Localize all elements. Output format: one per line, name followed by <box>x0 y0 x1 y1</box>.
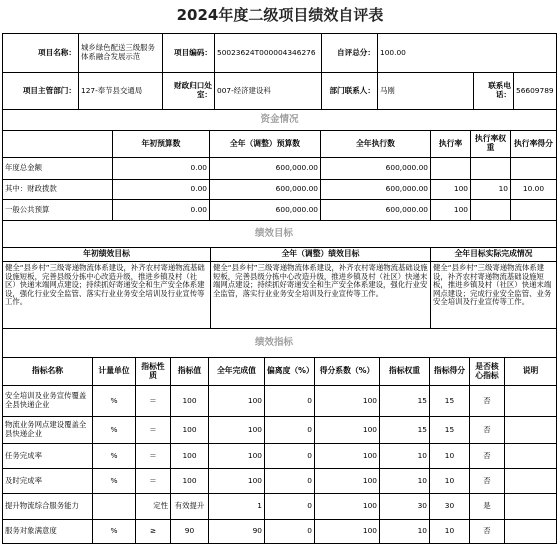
ind-row-done: 100 <box>209 444 265 469</box>
ind-row-value: 100 <box>171 469 209 494</box>
ind-row-name: 服务对象满意度 <box>3 520 93 544</box>
ind-row-name <box>3 417 93 444</box>
funds-row-label: 一般公共预算 <box>3 200 113 221</box>
contact-value: 马刚 <box>378 73 474 110</box>
ind-header-core-text: 是否核心指标 <box>475 361 499 380</box>
funds-header-blank <box>3 131 113 158</box>
funds-header-executed: 全年执行数 <box>321 131 431 158</box>
ind-header-unit: 计量单位 <box>93 358 136 386</box>
self-score-value: 100.00 <box>378 34 557 73</box>
phone-value: 56609789 <box>514 73 557 110</box>
ind-row-nature: ＝ <box>136 469 171 494</box>
funds-row-initial: 0.00 <box>113 200 210 221</box>
phone-label-text: 联系电话： <box>488 81 511 99</box>
ind-header-dev <box>265 358 315 386</box>
ind-row-core: 否 <box>470 417 505 444</box>
contact-label: 部门联系人： <box>322 73 378 110</box>
ind-row-weight: 30 <box>380 494 430 520</box>
ind-row-unit: % <box>93 386 136 417</box>
project-name-label: 项目名称： <box>3 34 79 73</box>
funds-row-adjusted: 600,000.00 <box>210 200 321 221</box>
funds-row-score <box>511 158 557 180</box>
ind-header-nature-text: 指标性质 <box>141 361 165 380</box>
goals-section-title <box>3 221 557 248</box>
funds-row-executed: 600,000.00 <box>321 180 431 200</box>
ind-row-core: 否 <box>470 444 505 469</box>
indicators-section-title-text: 绩效指标 <box>255 336 294 348</box>
ind-header-weight: 指标权重 <box>380 358 430 386</box>
ind-row-score: 15 <box>430 417 470 444</box>
funds-row-score <box>511 200 557 221</box>
funds-header-initial: 年初预算数 <box>113 131 210 158</box>
goals-header-initial: 年初绩效目标 <box>3 248 211 262</box>
ind-row-unit: % <box>93 520 136 544</box>
ind-row-score: 15 <box>430 386 470 417</box>
ind-row-name: 任务完成率 <box>3 444 93 469</box>
ind-header-dev-text: 偏离度（%） <box>267 366 314 376</box>
dept-label: 项目主管部门： <box>3 73 79 110</box>
funds-row-adjusted: 600,000.00 <box>210 158 321 180</box>
ind-row-name: 及时完成率 <box>3 469 93 494</box>
funds-header-weight-text: 执行率权重 <box>474 134 507 152</box>
ind-row-note <box>505 494 557 520</box>
ind-row-name-text: 提升物流综合服务能力 <box>5 501 79 511</box>
ind-row-core: 否 <box>470 520 505 544</box>
ind-row-value-text: 有效提升 <box>174 501 205 511</box>
ind-row-coef: 100 <box>315 417 380 444</box>
ind-row-name <box>3 494 93 520</box>
ind-header-done: 全年完成值 <box>209 358 265 386</box>
goals-actual-content: 健全“县乡村”三级寄递物流体系建设，补齐农村寄递物流基础设施短板，推进乡镇及村（社区）快递末端网点建设；完成行业安全监管、业务安全培训及行业宣传等工作。 <box>433 263 552 307</box>
goals-actual-text <box>431 262 557 329</box>
ind-row-nature: 定性 <box>136 494 171 520</box>
ind-row-value: 100 <box>171 417 209 444</box>
ind-row-dev: 0 <box>265 386 315 417</box>
ind-row-note <box>505 417 557 444</box>
funds-row-rate: 100 <box>431 200 471 221</box>
indicators-section-title <box>3 329 557 358</box>
ind-row-core: 是 <box>470 494 505 520</box>
goals-adjusted-content: 健全“县乡村”三级寄递物流体系建设，补齐农村寄递物流基础设施短板，完善县级分拣中心改造升级，推进乡镇及村（社区）快递末端网点建设；持续抓好寄递安全和生产安全体系建设，强化行业安全监管，落实行业业务安全培训及行业宣传等工作。 <box>213 263 428 298</box>
ind-header-coef <box>315 358 380 386</box>
ind-header-coef-text: 得分系数（%） <box>319 366 375 376</box>
ind-row-dev: 0 <box>265 520 315 544</box>
ind-row-coef: 100 <box>315 494 380 520</box>
ind-row-name <box>3 386 93 417</box>
goals-initial-text <box>3 262 211 329</box>
ind-row-unit: % <box>93 469 136 494</box>
ind-header-note: 说明 <box>505 358 557 386</box>
phone-label <box>474 73 514 110</box>
ind-row-note <box>505 386 557 417</box>
ind-row-weight: 15 <box>380 417 430 444</box>
project-code-value: 50023624T000004346276 <box>215 34 322 73</box>
funds-section-title: 资金情况 <box>3 110 557 131</box>
page-title: 2024年度二级项目绩效自评表 <box>176 6 384 24</box>
funds-row-initial: 0.00 <box>113 180 210 200</box>
project-name-value <box>79 34 163 73</box>
ind-row-note <box>505 444 557 469</box>
ind-row-note <box>505 469 557 494</box>
finance-label-text: 财政归口处室： <box>174 81 212 99</box>
ind-header-nature <box>136 358 171 386</box>
ind-row-nature: ＝ <box>136 444 171 469</box>
ind-row-core: 否 <box>470 469 505 494</box>
ind-row-dev: 0 <box>265 469 315 494</box>
ind-row-unit <box>93 494 136 520</box>
goals-initial-content: 健全“县乡村”三级寄递物流体系建设，补齐农村寄递物流基础设施短板，完善县级分拣中心改造升级，推进乡镇及村（社区）快递末端网点建设；持续抓好寄递安全和生产安全体系建设，强化行业安全监管、落实行业业务安全培训及行业宣传等工作。 <box>5 263 205 307</box>
ind-header-score: 指标得分 <box>430 358 470 386</box>
funds-row-executed: 600,000.00 <box>321 200 431 221</box>
dept-value <box>79 73 163 110</box>
goals-section-title-text: 绩效目标 <box>255 227 294 239</box>
ind-row-coef: 100 <box>315 386 380 417</box>
ind-row-nature: ＝ <box>136 386 171 417</box>
funds-row-weight <box>471 158 511 180</box>
finance-label <box>163 73 215 110</box>
funds-row-adjusted: 600,000.00 <box>210 180 321 200</box>
ind-row-dev: 0 <box>265 417 315 444</box>
ind-row-unit: % <box>93 417 136 444</box>
ind-row-score: 10 <box>430 469 470 494</box>
ind-row-nature: ＝ <box>136 417 171 444</box>
funds-row-rate: 100 <box>431 180 471 200</box>
funds-row-initial: 0.00 <box>113 158 210 180</box>
funds-row-weight: 10 <box>471 180 511 200</box>
ind-row-coef: 100 <box>315 469 380 494</box>
goals-adjusted-text <box>211 262 431 329</box>
ind-row-done: 90 <box>209 520 265 544</box>
ind-header-value: 指标值 <box>171 358 209 386</box>
ind-row-score: 30 <box>430 494 470 520</box>
funds-header-rate: 执行率 <box>431 131 471 158</box>
ind-row-value: 100 <box>171 444 209 469</box>
ind-row-done: 1 <box>209 494 265 520</box>
funds-row-executed: 600,000.00 <box>321 158 431 180</box>
goals-header-actual: 全年目标实际完成情况 <box>431 248 557 262</box>
ind-row-dev: 0 <box>265 444 315 469</box>
project-code-label-text: 项目编码： <box>174 47 212 57</box>
ind-row-weight: 15 <box>380 386 430 417</box>
ind-row-dev: 0 <box>265 494 315 520</box>
ind-row-score: 10 <box>430 444 470 469</box>
ind-row-unit: % <box>93 444 136 469</box>
self-score-label: 自评总分： <box>322 34 378 73</box>
ind-header-name: 指标名称 <box>3 358 93 386</box>
funds-header-adjusted: 全年（调整）预算数 <box>210 131 321 158</box>
funds-header-score <box>511 131 557 158</box>
ind-row-value: 90 <box>171 520 209 544</box>
ind-row-name-text: 安全培训及业务宣传覆盖全县快递企业 <box>5 391 87 409</box>
finance-value: 007-经济建设科 <box>215 73 322 110</box>
funds-header-weight <box>471 131 511 158</box>
funds-row-weight <box>471 200 511 221</box>
ind-row-done: 100 <box>209 469 265 494</box>
ind-row-weight: 10 <box>380 444 430 469</box>
ind-row-value <box>171 494 209 520</box>
ind-row-core: 否 <box>470 386 505 417</box>
ind-row-done: 100 <box>209 386 265 417</box>
funds-row-label: 年度总金额 <box>3 158 113 180</box>
ind-row-value: 100 <box>171 386 209 417</box>
ind-row-done: 100 <box>209 417 265 444</box>
project-name-text: 城乡绿色配送三级服务体系融合发展示范 <box>81 43 155 61</box>
ind-row-score: 10 <box>430 520 470 544</box>
ind-header-core <box>470 358 505 386</box>
ind-row-nature: ≥ <box>136 520 171 544</box>
dept-text: 127-奉节县交通局 <box>81 85 143 95</box>
funds-row-label: 其中：财政拨款 <box>3 180 113 200</box>
funds-header-score-text: 执行率得分 <box>514 138 553 148</box>
ind-row-coef: 100 <box>315 520 380 544</box>
ind-row-weight: 10 <box>380 520 430 544</box>
ind-row-name-text: 物流业务网点建设覆盖全县快递企业 <box>5 420 87 438</box>
funds-row-score: 10.00 <box>511 180 557 200</box>
funds-row-rate <box>431 158 471 180</box>
ind-row-note <box>505 520 557 544</box>
goals-header-adjusted: 全年（调整）绩效目标 <box>211 248 431 262</box>
ind-row-coef: 100 <box>315 444 380 469</box>
ind-row-weight: 10 <box>380 469 430 494</box>
project-code-label <box>163 34 215 73</box>
